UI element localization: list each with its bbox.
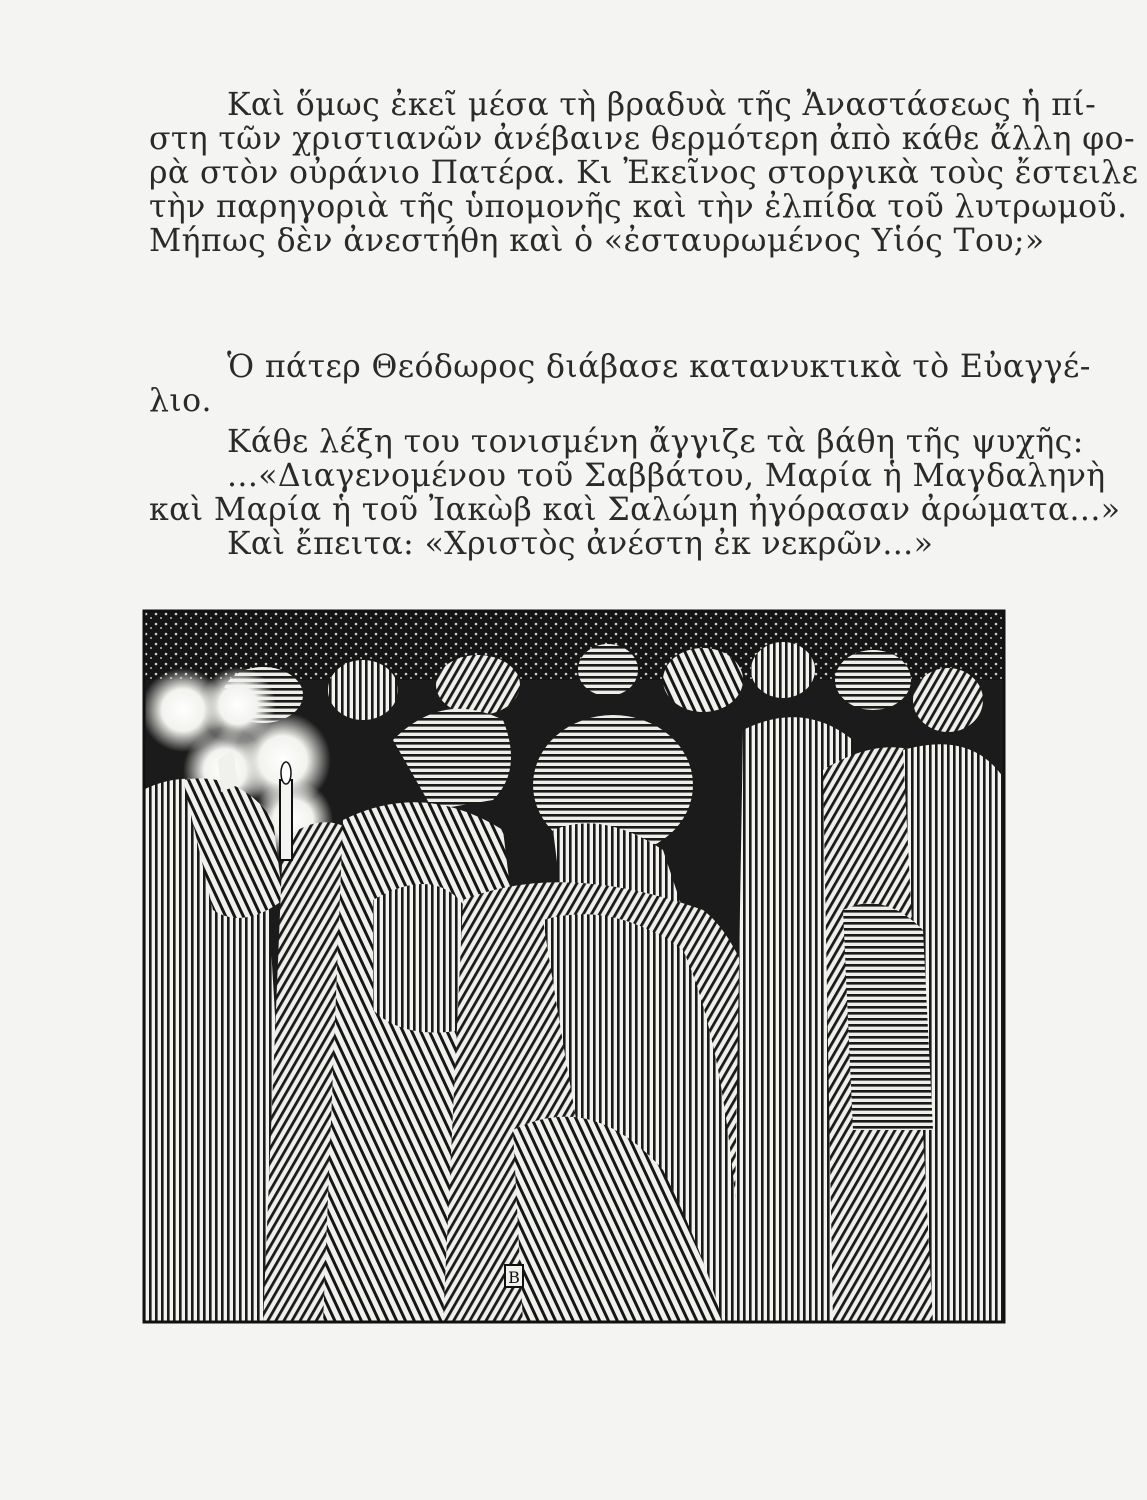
paragraph-resurrection-faith [149,87,1139,259]
text-line: τὴν παρηγοριὰ τῆς ὑπομονῆς καὶ τὴν ἐλπίδα τοῦ λυτρωμοῦ. [149,189,1128,225]
text-line: λιο. [149,383,212,419]
text-line: ...«Διαγενομένου τοῦ Σαββάτου, Μαρία ἡ Μαγδαληνὴ [227,458,1106,494]
right-figures [733,717,1005,1323]
text-line: Ὁ πάτερ Θεόδωρος διάβασε κατανυκτικὰ τὸ Εὐαγγέ- [227,349,1091,385]
woodcut-illustration [143,610,1005,1323]
paragraph-gospel-quote [149,424,1121,562]
text-line: ρὰ στὸν οὐράνιο Πατέρα. Κι Ἐκεῖνος στοργικὰ τοὺς ἔστειλε [149,155,1139,191]
text-line: Καὶ ὅμως ἐκεῖ μέσα τὴ βραδυὰ τῆς Ἀναστάσεως ἡ πί- [227,87,1097,123]
text-line: Καὶ ἔπειτα: «Χριστὸς ἀνέστη ἐκ νεκρῶν...» [227,526,934,562]
monogram-b: B [508,1268,520,1287]
text-line: καὶ Μαρία ἡ τοῦ Ἰακὼβ καὶ Σαλώμη ἠγόρασαν ἀρώματα...» [149,492,1121,528]
paragraph-gospel-reading [149,349,1091,419]
text-line: Μήπως δὲν ἀνεστήθη καὶ ὁ «ἐσταυρωμένος Υἱός Του;» [149,223,1045,259]
text-line: Κάθε λέξη του τονισμένη ἄγγιζε τὰ βάθη τῆς ψυχῆς: [227,424,1084,460]
text-line: στη τῶν χριστιανῶν ἀνέβαινε θερμότερη ἀπὸ κάθε ἄλλη φο- [149,121,1135,157]
